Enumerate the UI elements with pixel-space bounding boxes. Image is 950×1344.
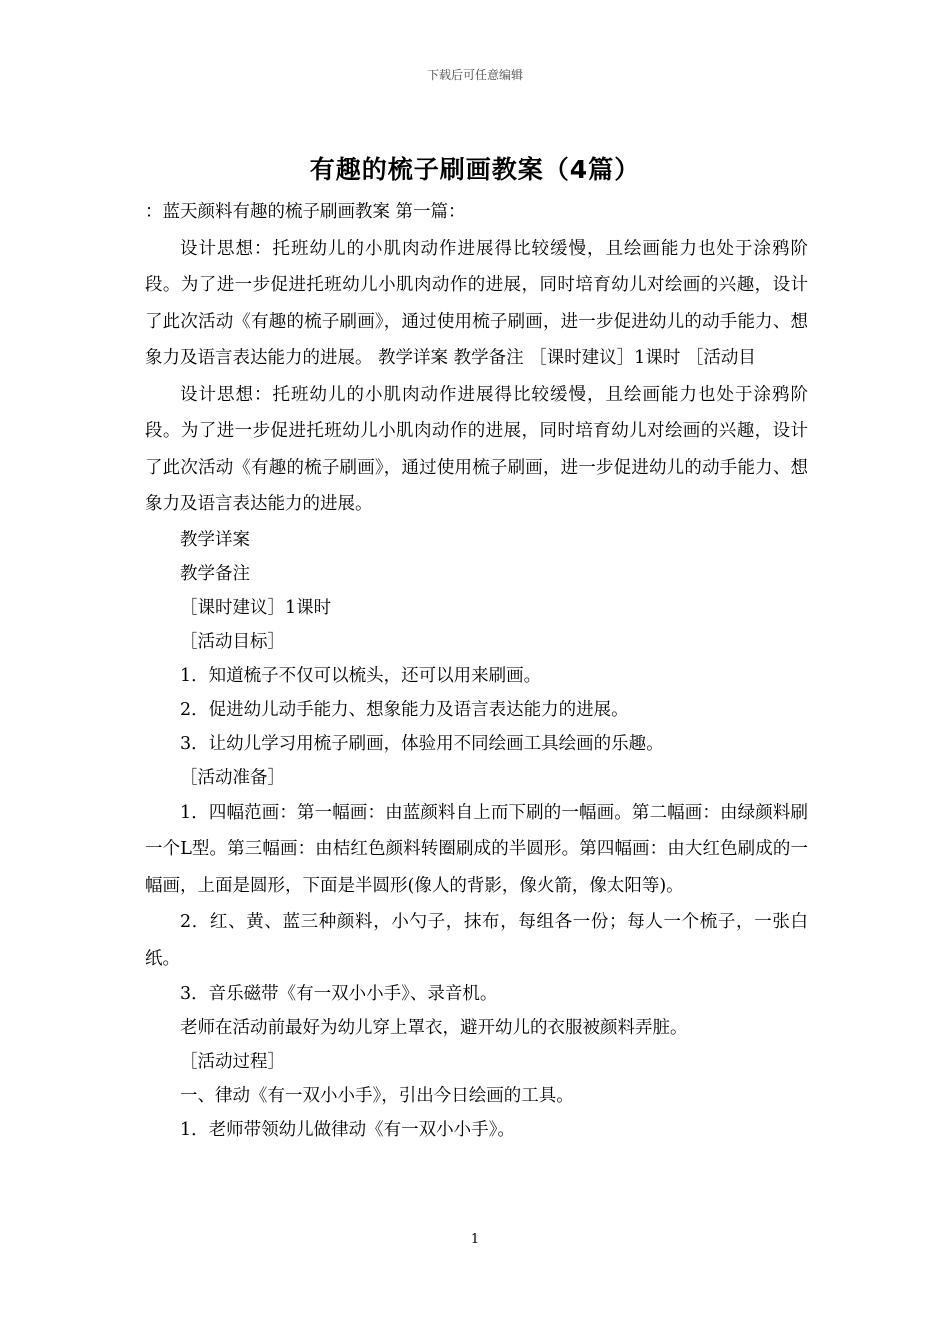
- paragraph: ［活动过程］: [180, 1052, 285, 1072]
- document-body: [145, 194, 808, 1147]
- paragraph: 一、律动《有一双小小手》，引出今日绘画的工具。: [180, 1086, 574, 1106]
- page-number: 1: [470, 1232, 480, 1247]
- paragraph: 1．四幅范画：第一幅画：由蓝颜料自上而下刷的一幅画。第二幅画：由绿颜料刷一个L型。第三幅画：由桔红色颜料转圈刷成的半圆形。第四幅画：由大红色刷成的一幅画，上面是圆形，下面是半圆形(像人的背影，像火箭，像太阳等)。: [145, 802, 808, 896]
- paragraph: ：蓝天颜料有趣的梳子刷画教案 第一篇：: [145, 202, 466, 222]
- page-header: 下载后可任意编辑: [426, 68, 523, 82]
- paragraph: 1．老师带领幼儿做律动《有一双小小手》。: [180, 1120, 515, 1140]
- paragraph: 老师在活动前最好为幼儿穿上罩衣，避开幼儿的衣服被颜料弄脏。: [180, 1018, 688, 1038]
- paragraph: 设计思想：托班幼儿的小肌肉动作进展得比较缓慢，且绘画能力也处于涂鸦阶段。为了进一步促进托班幼儿小肌肉动作的进展，同时培育幼儿对绘画的兴趣，设计了此次活动《有趣的梳子刷画》，通过使用梳子刷画，进一步促进幼儿的动手能力、想象力及语言表达能力的进展。: [145, 384, 808, 514]
- paragraph: 1．知道梳子不仅可以梳头，还可以用来刷画。: [180, 665, 542, 686]
- paragraph: 设计思想：托班幼儿的小肌肉动作进展得比较缓慢，且绘画能力也处于涂鸦阶段。为了进一步促进托班幼儿小肌肉动作的进展，同时培育幼儿对绘画的兴趣，设计了此次活动《有趣的梳子刷画》，通过使用梳子刷画，进一步促进幼儿的动手能力、想象力及语言表达能力的进展。 教学详案 教学备注 ［课时建议］1课时 ［活动目: [145, 238, 808, 368]
- paragraph: 教学备注: [180, 563, 250, 584]
- document-title: 有趣的梳子刷画教案（4篇）: [309, 155, 641, 184]
- paragraph: 3．让幼儿学习用梳子刷画，体验用不同绘画工具绘画的乐趣。: [180, 733, 664, 754]
- paragraph: 2．红、黄、蓝三种颜料，小勺子，抹布，每组各一份；每人一个梳子，一张白纸。: [145, 912, 808, 969]
- paragraph: 教学详案: [180, 529, 250, 550]
- paragraph: 3．音乐磁带《有一双小小手》、录音机。: [180, 984, 498, 1004]
- paragraph: ［活动目标］: [180, 631, 285, 652]
- paragraph: ［课时建议］1课时: [180, 597, 332, 618]
- paragraph: 2．促进幼儿动手能力、想象能力及语言表达能力的进展。: [180, 699, 629, 720]
- paragraph: ［活动准备］: [180, 767, 285, 788]
